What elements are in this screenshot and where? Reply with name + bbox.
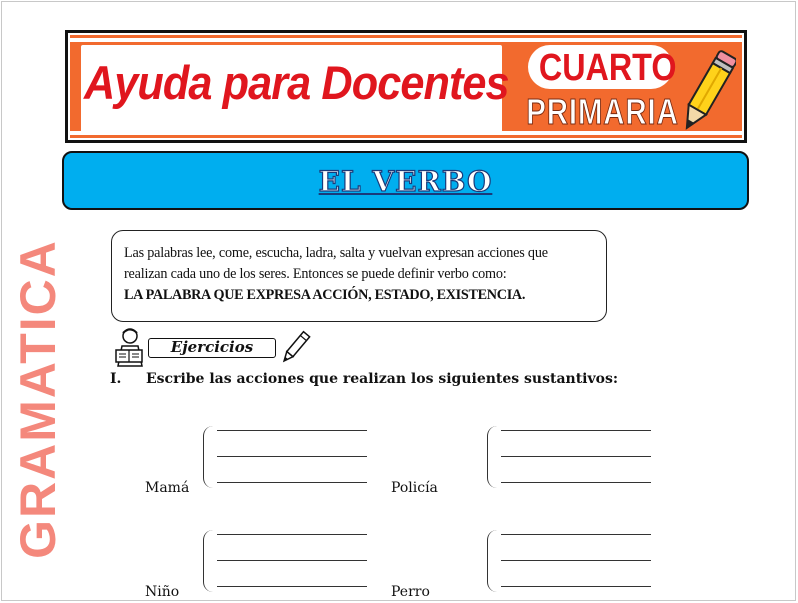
brace bbox=[203, 530, 216, 592]
brace bbox=[487, 530, 500, 592]
brace bbox=[487, 426, 500, 488]
banner-stripe-top bbox=[70, 38, 742, 42]
exercises-badge bbox=[110, 326, 320, 370]
student-reading-icon bbox=[110, 326, 148, 370]
answer-line[interactable] bbox=[217, 586, 367, 587]
exercise-instruction-text: Escribe las acciones que realizan los siguientes sustantivos: bbox=[146, 371, 619, 387]
noun-label: Niño bbox=[145, 584, 180, 600]
grade-label: CUARTO bbox=[538, 47, 677, 89]
exercises-label: Ejercicios bbox=[148, 338, 276, 358]
answer-line[interactable] bbox=[217, 534, 367, 535]
sidebar-label: GRAMATICA bbox=[10, 239, 66, 559]
banner-background bbox=[70, 35, 742, 138]
exercise-item-4 bbox=[391, 528, 691, 600]
definition-line-1: Las palabras lee, come, escucha, ladra, salta y vuelvan expresan acciones que bbox=[124, 245, 548, 261]
answer-line[interactable] bbox=[501, 534, 651, 535]
exercise-number: I. bbox=[110, 371, 122, 387]
exercise-instruction bbox=[110, 371, 618, 387]
definition-box bbox=[111, 230, 607, 322]
exercise-item-2 bbox=[391, 424, 691, 496]
answer-line[interactable] bbox=[501, 482, 651, 483]
answer-line[interactable] bbox=[217, 560, 367, 561]
title-bar bbox=[62, 151, 749, 210]
pencil-icon bbox=[678, 45, 736, 137]
brand-title: Ayuda para Docentes bbox=[84, 56, 509, 109]
answer-line[interactable] bbox=[217, 456, 367, 457]
sidebar bbox=[8, 230, 68, 560]
answer-line[interactable] bbox=[501, 456, 651, 457]
pencil-small-icon bbox=[278, 330, 312, 366]
definition-line-3: LA PALABRA QUE EXPRESA ACCIÓN, ESTADO, EXISTENCIA. bbox=[124, 287, 526, 303]
answer-line[interactable] bbox=[501, 586, 651, 587]
level-label: PRIMARIA bbox=[526, 91, 679, 132]
answer-line[interactable] bbox=[501, 430, 651, 431]
header-banner bbox=[65, 30, 747, 143]
answer-line[interactable] bbox=[217, 430, 367, 431]
grade-block bbox=[510, 45, 735, 133]
noun-label: Perro bbox=[391, 584, 430, 600]
answer-line[interactable] bbox=[501, 560, 651, 561]
answer-line[interactable] bbox=[217, 482, 367, 483]
noun-label: Policía bbox=[391, 480, 438, 496]
definition-line-2: realizan cada uno de los seres. Entonces se puede definir verbo como: bbox=[124, 266, 507, 282]
noun-label: Mamá bbox=[145, 480, 190, 496]
page-title: EL VERBO bbox=[318, 165, 493, 198]
brace bbox=[203, 426, 216, 488]
